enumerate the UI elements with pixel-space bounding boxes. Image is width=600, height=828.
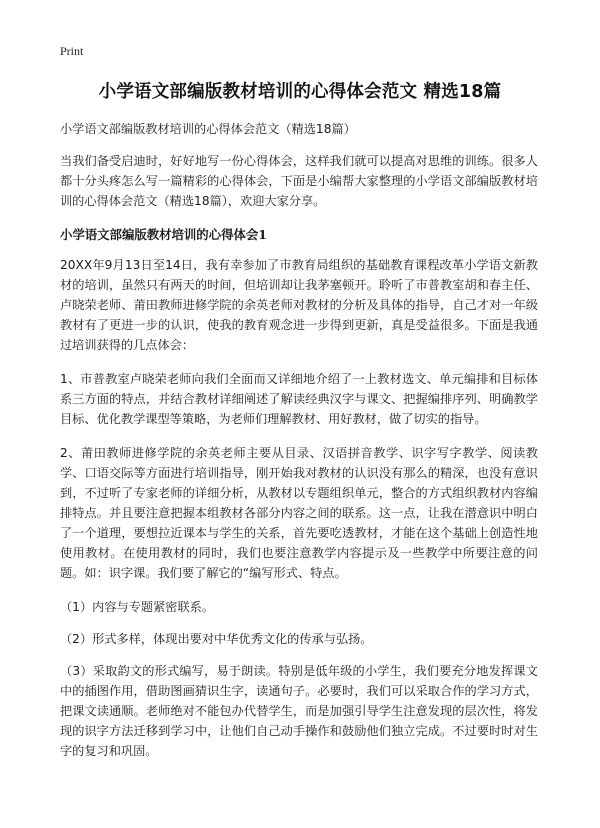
list-item: （1）内容与专题紧密联系。	[60, 600, 215, 614]
list-item: （3）采取韵文的形式编写，易于朗读。特别是低年级的小学生，我们要充分地发挥课文中的插图作用，借助图画猜识生字，读通句子。必要时，我们可以采取合作的学习方式，把课文读通顺。老师绝对不能包办代替学生，而是加强引导学生注意发现的层次性，将发现的识字方法迁移到学习中，让他们自己动手操作和鼓励他们独立完成。不过要时时对生字的复习和巩固。	[60, 664, 538, 758]
paragraph: 20XX年9月13日至14日，我有幸参加了市教育局组织的基础教育课程改革小学语文新教材的培训，虽然只有两天的时间，但培训却让我茅塞顿开。聆听了市普教室胡和春主任、卢晓荣老师、莆田教师进修学院的余英老师对教材的分析及具体的指导，自己才对一年级教材有了更进一步的认识，使我的教育观念进一步得到更新，真是受益很多。下面是我通过培训获得的几点体会：	[60, 258, 538, 352]
page-title: 小学语文部编版教材培训的心得体会范文 精选18篇	[98, 82, 502, 102]
article-subtitle: 小学语文部编版教材培训的心得体会范文（精选18篇）	[60, 122, 356, 136]
paragraph: 1、市普教室卢晓荣老师向我们全面而又详细地介绍了一上教材选文、单元编排和目标体系三方面的特点，并结合教材详细阐述了解读经典汉字与课文、把握编排序列、明确教学目标、优化教学课型等策略，为老师们理解教材、用好教材，做了切实的指导。	[60, 372, 538, 426]
section-heading: 小学语文部编版教材培训的心得体会1	[60, 227, 267, 242]
paragraph: 2、莆田教师进修学院的余英老师主要从目录、汉语拼音教学、识字写字教学、阅读教学、口语交际等方面进行培训指导，刚开始我对教材的认识没有那么的精深，也没有意识到，不过听了专家老师的详细分析，从教材以专题组织单元，整合的方式组织教材内容编排特点。并且要注意把握本组教材各部分内容之间的联系。这一点，让我在潜意识中明白了一个道理，要想拉近课本与学生的关系，首先要吃透教材，才能在这个基础上创造性地使用教材。在使用教材的同时，我们也要注意教学内容提示及一些教学中所要注意的问题。如：识字课。我们要了解它的“编写形式、特点。	[60, 446, 538, 580]
article-body	[60, 119, 538, 773]
intro-paragraph: 当我们备受启迪时，好好地写一份心得体会，这样我们就可以提高对思维的训练。很多人都十分头疼怎么写一篇精彩的心得体会，下面是小编帮大家整理的小学语文部编版教材培训的心得体会范文（精选18篇），欢迎大家分享。	[60, 154, 538, 208]
print-link[interactable]: Print	[60, 44, 84, 58]
list-item: （2）形式多样，体现出要对中华优秀文化的传承与弘扬。	[60, 632, 373, 646]
